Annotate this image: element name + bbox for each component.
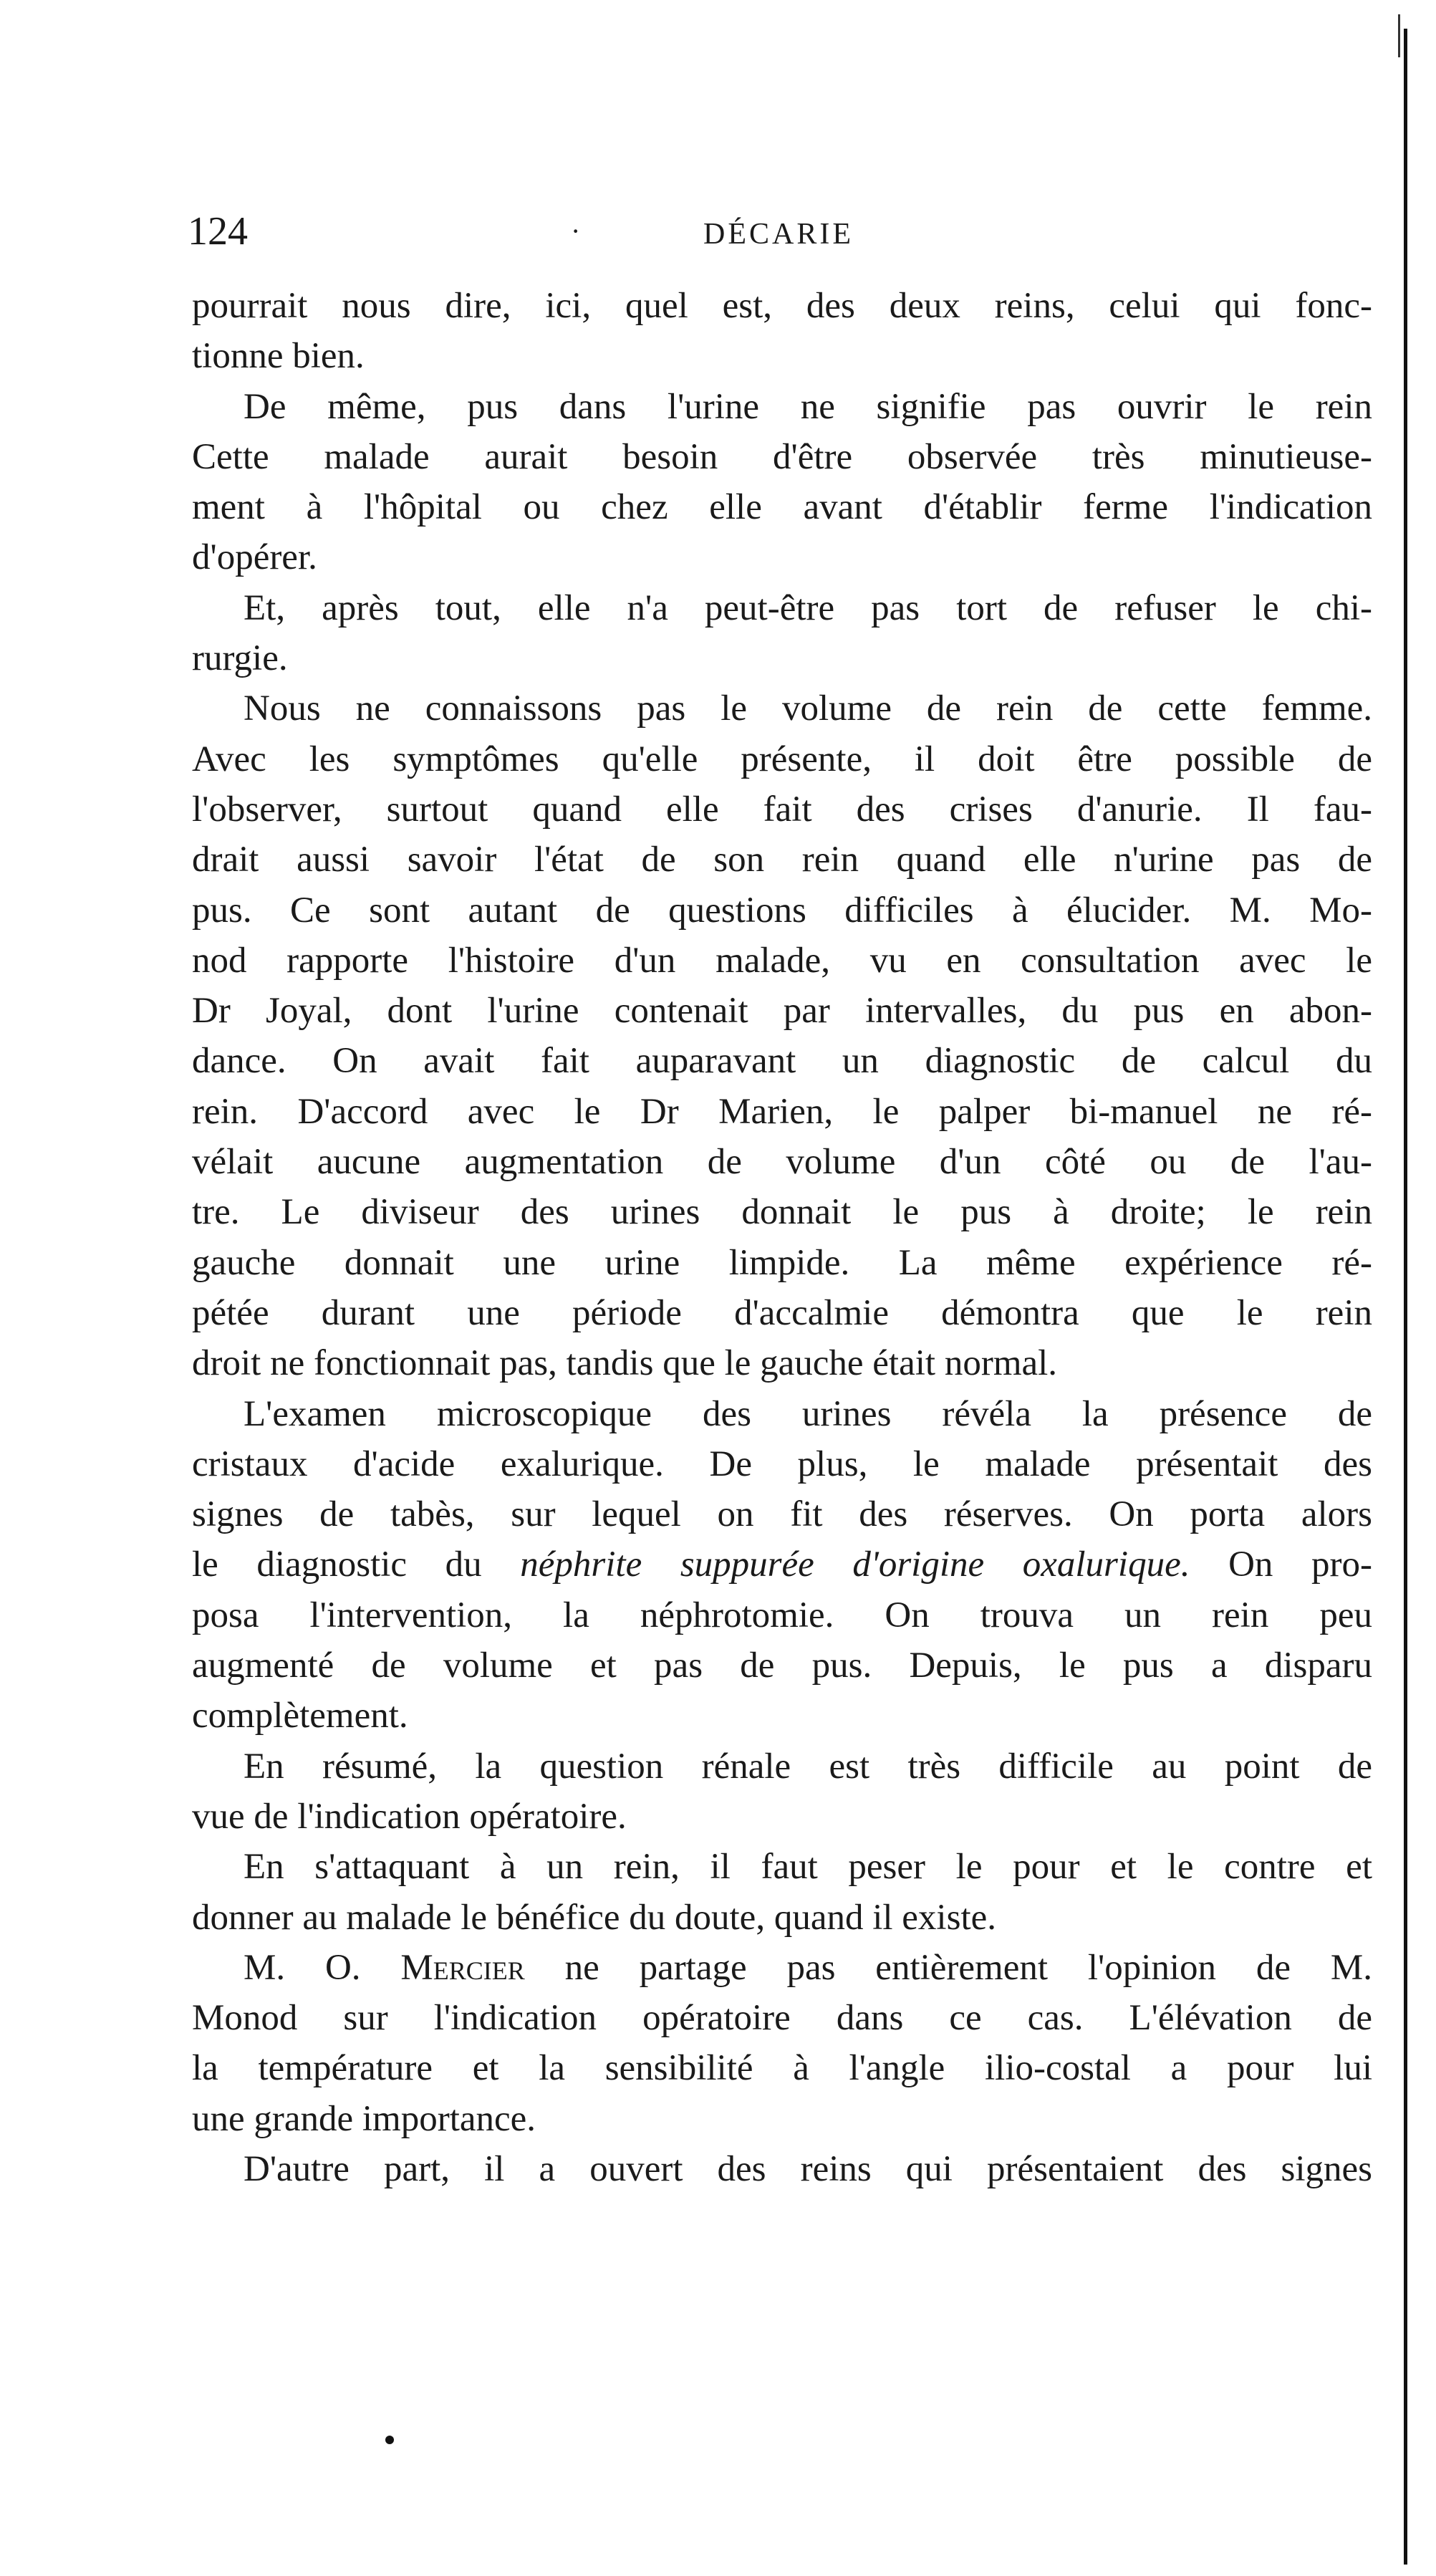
text-line: la température et la sensibilité à l'angle ilio-costal a pour lui bbox=[192, 2048, 1372, 2089]
text-line bbox=[192, 1943, 1372, 1993]
text-line: D'autre part, il a ouvert des reins qui présentaient des signes bbox=[244, 2148, 1372, 2189]
text-line: gauche donnait une urine limpide. La même expérience ré- bbox=[192, 1242, 1372, 1283]
text-line: cristaux d'acide exalurique. De plus, le malade présentait des bbox=[192, 1443, 1372, 1484]
text-line: ment à l'hôpital ou chez elle avant d'établir ferme l'indication bbox=[192, 487, 1372, 528]
text-line: Et, après tout, elle n'a peut-être pas tort de refuser le chi- bbox=[244, 587, 1372, 628]
text-line: vélait aucune augmentation de volume d'un côté ou de l'au- bbox=[192, 1142, 1372, 1183]
text-line: pus. Ce sont autant de questions difficiles à élucider. M. Mo- bbox=[192, 890, 1372, 931]
text-segment: On pro- bbox=[1190, 1544, 1372, 1585]
text-line: droit ne fonctionnait pas, tandis que le gauche était normal. bbox=[192, 1343, 1058, 1384]
page-edge-mark bbox=[1398, 14, 1400, 57]
header-separator: · bbox=[571, 215, 581, 247]
text-line: d'opérer. bbox=[192, 537, 317, 578]
text-line: Cette malade aurait besoin d'être observée très minutieuse- bbox=[192, 436, 1372, 477]
body-text bbox=[192, 281, 1372, 2194]
text-line: pétée durant une période d'accalmie démontra que le rein bbox=[192, 1292, 1372, 1333]
text-line: Avec les symptômes qu'elle présente, il doit être possible de bbox=[192, 739, 1372, 779]
text-segment: le diagnostic du bbox=[192, 1544, 521, 1585]
text-line: En s'attaquant à un rein, il faut peser le pour et le contre et bbox=[244, 1847, 1372, 1888]
text-line: rein. D'accord avec le Dr Marien, le palper bi-manuel ne ré- bbox=[192, 1091, 1372, 1132]
page-edge-rule bbox=[1404, 29, 1407, 2565]
text-segment: M. O. bbox=[244, 1947, 401, 1988]
page-number: 124 bbox=[188, 209, 248, 254]
text-line bbox=[192, 1539, 1372, 1590]
text-line: nod rapporte l'histoire d'un malade, vu en consultation avec le bbox=[192, 940, 1372, 981]
text-line: Monod sur l'indication opératoire dans ce cas. L'élévation de bbox=[192, 1998, 1372, 2039]
ink-speck bbox=[385, 2436, 394, 2444]
text-line: tionne bien. bbox=[192, 336, 365, 377]
text-line: complètement. bbox=[192, 1696, 408, 1736]
text-line: drait aussi savoir l'état de son rein quand elle n'urine pas de bbox=[192, 840, 1372, 880]
italic-phrase: néphrite suppurée d'origine oxalurique. bbox=[520, 1544, 1190, 1585]
text-line: Nous ne connaissons pas le volume de rein de cette femme. bbox=[244, 688, 1372, 729]
text-line: une grande importance. bbox=[192, 2098, 536, 2139]
text-line: l'observer, surtout quand elle fait des crises d'anurie. Il fau- bbox=[192, 789, 1372, 830]
page-header bbox=[188, 206, 1369, 256]
text-line: L'examen microscopique des urines révéla la présence de bbox=[244, 1393, 1372, 1434]
text-line: vue de l'indication opératoire. bbox=[192, 1796, 627, 1837]
text-line: rurgie. bbox=[192, 638, 288, 679]
speaker-name: Mercier bbox=[400, 1947, 525, 1988]
text-line: pourrait nous dire, ici, quel est, des deux reins, celui qui fonc- bbox=[192, 286, 1372, 326]
text-segment: ne partage pas entièrement l'opinion de M. bbox=[524, 1947, 1372, 1988]
text-line: augmenté de volume et pas de pus. Depuis, le pus a disparu bbox=[192, 1645, 1372, 1686]
text-line: De même, pus dans l'urine ne signifie pas ouvrir le rein bbox=[244, 386, 1372, 427]
text-line: posa l'intervention, la néphrotomie. On trouva un rein peu bbox=[192, 1595, 1372, 1635]
running-title: DÉCARIE bbox=[703, 218, 854, 251]
text-line: signes de tabès, sur lequel on fit des réserves. On porta alors bbox=[192, 1494, 1372, 1535]
text-line: tre. Le diviseur des urines donnait le pus à droite; le rein bbox=[192, 1192, 1372, 1233]
text-line: donner au malade le bénéfice du doute, quand il existe. bbox=[192, 1897, 996, 1938]
text-line: dance. On avait fait auparavant un diagnostic de calcul du bbox=[192, 1041, 1372, 1082]
text-line: En résumé, la question rénale est très difficile au point de bbox=[244, 1746, 1372, 1787]
text-line: Dr Joyal, dont l'urine contenait par intervalles, du pus en abon- bbox=[192, 991, 1372, 1032]
